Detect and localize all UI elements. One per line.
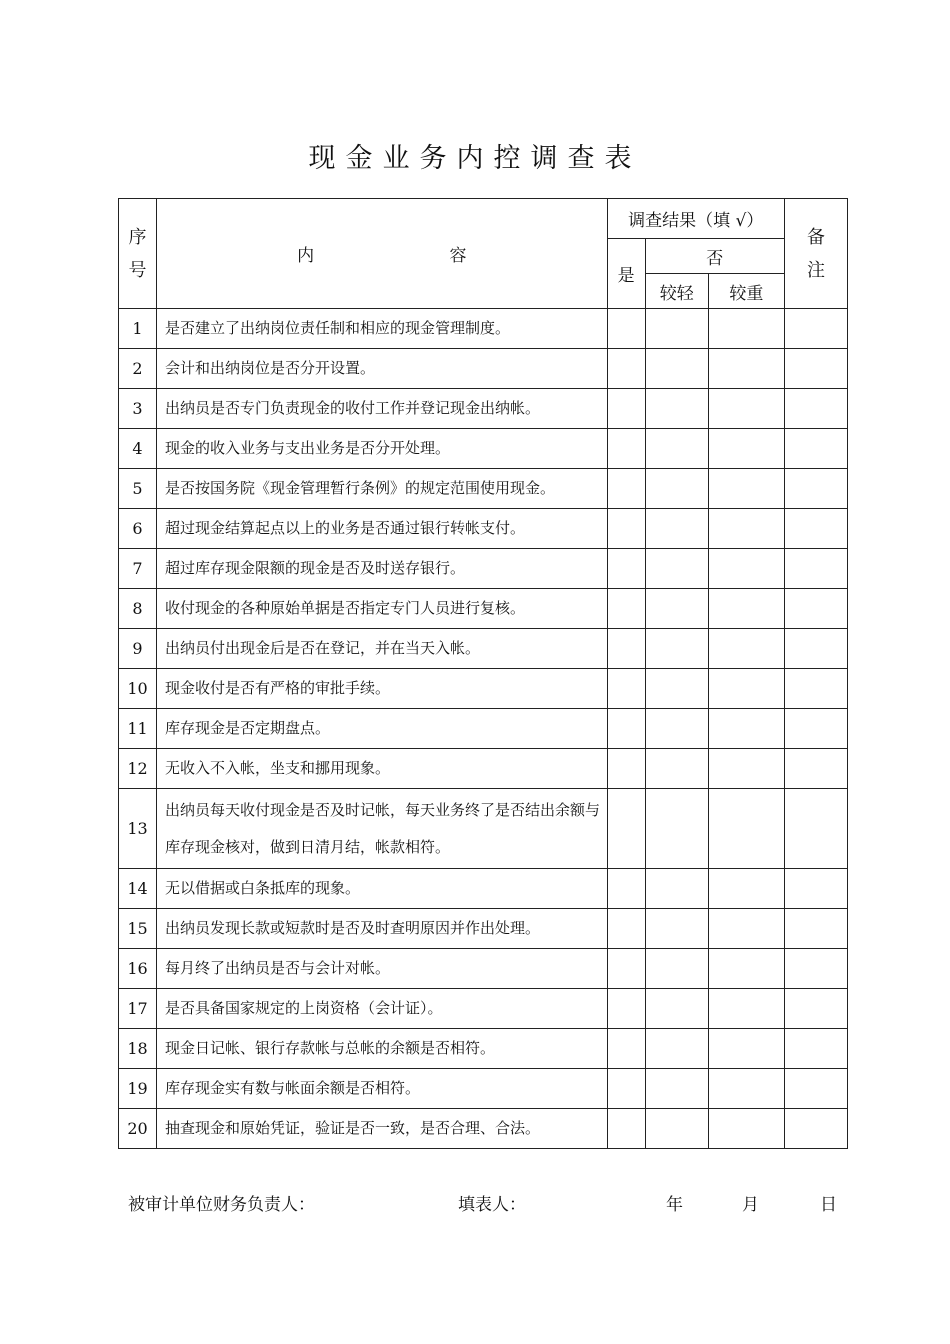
light-cell[interactable]	[645, 949, 708, 989]
light-cell[interactable]	[645, 709, 708, 749]
table-row	[119, 429, 848, 469]
yes-cell[interactable]	[607, 349, 645, 389]
heavy-cell[interactable]	[708, 629, 784, 669]
remark-cell[interactable]	[784, 589, 847, 629]
row-content: 现金日记帐、银行存款帐与总帐的余额是否相符。	[157, 1029, 608, 1069]
row-number: 2	[119, 349, 157, 389]
row-number: 9	[119, 629, 157, 669]
light-cell[interactable]	[645, 1029, 708, 1069]
light-cell[interactable]	[645, 909, 708, 949]
light-cell[interactable]	[645, 789, 708, 869]
light-cell[interactable]	[645, 589, 708, 629]
seq-header-1: 序	[128, 226, 147, 248]
row-content: 库存现金是否定期盘点。	[157, 709, 608, 749]
row-number: 8	[119, 589, 157, 629]
table-row	[119, 669, 848, 709]
row-number: 4	[119, 429, 157, 469]
table-row	[119, 1029, 848, 1069]
remark-cell[interactable]	[784, 309, 847, 349]
row-number: 16	[119, 949, 157, 989]
row-content: 是否按国务院《现金管理暂行条例》的规定范围使用现金。	[157, 469, 608, 509]
remark-header-2: 注	[806, 259, 825, 281]
yes-cell[interactable]	[607, 469, 645, 509]
table-row	[119, 349, 848, 389]
row-content: 超过库存现金限额的现金是否及时送存银行。	[157, 549, 608, 589]
row-content: 是否建立了出纳岗位责任制和相应的现金管理制度。	[157, 309, 608, 349]
row-number: 5	[119, 469, 157, 509]
heavy-cell[interactable]	[708, 549, 784, 589]
light-cell[interactable]	[645, 429, 708, 469]
yes-cell[interactable]	[607, 389, 645, 429]
remark-header	[784, 199, 847, 309]
seq-header-2: 号	[128, 259, 147, 281]
row-content: 出纳员发现长款或短款时是否及时查明原因并作出处理。	[157, 909, 608, 949]
row-content: 收付现金的各种原始单据是否指定专门人员进行复核。	[157, 589, 608, 629]
light-cell[interactable]	[645, 309, 708, 349]
table-row	[119, 469, 848, 509]
table-row	[119, 749, 848, 789]
row-number: 7	[119, 549, 157, 589]
remark-cell[interactable]	[784, 909, 847, 949]
light-cell[interactable]	[645, 669, 708, 709]
yes-cell[interactable]	[607, 509, 645, 549]
yes-cell[interactable]	[607, 589, 645, 629]
filler-label: 填表人：	[458, 1195, 526, 1215]
table-row	[119, 549, 848, 589]
row-content: 无以借据或白条抵库的现象。	[157, 869, 608, 909]
yes-cell[interactable]	[607, 749, 645, 789]
heavy-cell[interactable]	[708, 989, 784, 1029]
remark-cell[interactable]	[784, 709, 847, 749]
remark-cell[interactable]	[784, 669, 847, 709]
row-content: 库存现金实有数与帐面余额是否相符。	[157, 1069, 608, 1109]
yes-cell[interactable]	[607, 709, 645, 749]
row-content: 现金收付是否有严格的审批手续。	[157, 669, 608, 709]
heavy-cell[interactable]	[708, 909, 784, 949]
content-header-1: 内	[297, 246, 315, 266]
yes-cell[interactable]	[607, 1069, 645, 1109]
yes-cell[interactable]	[607, 309, 645, 349]
table-row	[119, 789, 848, 869]
row-content: 超过现金结算起点以上的业务是否通过银行转帐支付。	[157, 509, 608, 549]
table-row	[119, 909, 848, 949]
light-header: 较轻	[645, 274, 708, 309]
row-number: 18	[119, 1029, 157, 1069]
table-row	[119, 589, 848, 629]
result-header: 调查结果（填 √）	[607, 199, 784, 239]
light-cell[interactable]	[645, 1069, 708, 1109]
heavy-cell[interactable]	[708, 1109, 784, 1149]
row-content: 抽查现金和原始凭证，验证是否一致，是否合理、合法。	[157, 1109, 608, 1149]
row-number: 11	[119, 709, 157, 749]
yes-cell[interactable]	[607, 1109, 645, 1149]
month-label: 月	[742, 1195, 759, 1215]
table-row	[119, 509, 848, 549]
heavy-cell[interactable]	[708, 1029, 784, 1069]
remark-cell[interactable]	[784, 869, 847, 909]
yes-cell[interactable]	[607, 1029, 645, 1069]
light-cell[interactable]	[645, 509, 708, 549]
remark-cell[interactable]	[784, 749, 847, 789]
row-content: 出纳员付出现金后是否在登记，并在当天入帐。	[157, 629, 608, 669]
row-number: 6	[119, 509, 157, 549]
survey-table	[118, 198, 848, 1149]
heavy-cell[interactable]	[708, 789, 784, 869]
row-content: 是否具备国家规定的上岗资格（会计证）。	[157, 989, 608, 1029]
page-title: 现金业务内控调查表	[308, 143, 642, 174]
row-number: 17	[119, 989, 157, 1029]
remark-cell[interactable]	[784, 989, 847, 1029]
yes-cell[interactable]	[607, 629, 645, 669]
heavy-cell[interactable]	[708, 429, 784, 469]
remark-cell[interactable]	[784, 389, 847, 429]
row-content: 会计和出纳岗位是否分开设置。	[157, 349, 608, 389]
row-content: 出纳员每天收付现金是否及时记帐，每天业务终了是否结出余额与库存现金核对，做到日清月结，帐款相符。	[157, 789, 608, 869]
yes-cell[interactable]	[607, 669, 645, 709]
heavy-cell[interactable]	[708, 709, 784, 749]
heavy-cell[interactable]	[708, 669, 784, 709]
row-content: 无收入不入帐，坐支和挪用现象。	[157, 749, 608, 789]
table-row	[119, 1069, 848, 1109]
heavy-cell[interactable]	[708, 389, 784, 429]
heavy-cell[interactable]	[708, 349, 784, 389]
remark-cell[interactable]	[784, 469, 847, 509]
light-cell[interactable]	[645, 869, 708, 909]
light-cell[interactable]	[645, 1109, 708, 1149]
heavy-cell[interactable]	[708, 589, 784, 629]
row-number: 19	[119, 1069, 157, 1109]
remark-cell[interactable]	[784, 949, 847, 989]
year-label: 年	[666, 1195, 683, 1215]
heavy-cell[interactable]	[708, 949, 784, 989]
no-header: 否	[645, 239, 784, 274]
yes-cell[interactable]	[607, 789, 645, 869]
yes-cell[interactable]	[607, 429, 645, 469]
remark-cell[interactable]	[784, 1029, 847, 1069]
row-number: 12	[119, 749, 157, 789]
yes-cell[interactable]	[607, 989, 645, 1029]
row-number: 15	[119, 909, 157, 949]
heavy-cell[interactable]	[708, 309, 784, 349]
table-row	[119, 389, 848, 429]
seq-header	[119, 199, 157, 309]
light-cell[interactable]	[645, 549, 708, 589]
remark-cell[interactable]	[784, 429, 847, 469]
heavy-cell[interactable]	[708, 869, 784, 909]
table-row	[119, 989, 848, 1029]
table-row	[119, 1109, 848, 1149]
content-header	[157, 199, 608, 309]
heavy-cell[interactable]	[708, 509, 784, 549]
heavy-cell[interactable]	[708, 1069, 784, 1109]
table-row	[119, 949, 848, 989]
row-number: 1	[119, 309, 157, 349]
yes-cell[interactable]	[607, 549, 645, 589]
finance-head-label: 被审计单位财务负责人：	[128, 1195, 315, 1215]
light-cell[interactable]	[645, 749, 708, 789]
table-row	[119, 709, 848, 749]
yes-cell[interactable]	[607, 869, 645, 909]
remark-cell[interactable]	[784, 629, 847, 669]
light-cell[interactable]	[645, 629, 708, 669]
row-number: 14	[119, 869, 157, 909]
remark-cell[interactable]	[784, 509, 847, 549]
table-row	[119, 629, 848, 669]
row-number: 20	[119, 1109, 157, 1149]
remark-header-1: 备	[806, 226, 825, 248]
row-content: 每月终了出纳员是否与会计对帐。	[157, 949, 608, 989]
table-row	[119, 309, 848, 349]
row-number: 3	[119, 389, 157, 429]
yes-cell[interactable]	[607, 949, 645, 989]
remark-cell[interactable]	[784, 349, 847, 389]
yes-cell[interactable]	[607, 909, 645, 949]
light-cell[interactable]	[645, 349, 708, 389]
row-content: 现金的收入业务与支出业务是否分开处理。	[157, 429, 608, 469]
day-label: 日	[820, 1195, 837, 1215]
heavy-header: 较重	[708, 274, 784, 309]
light-cell[interactable]	[645, 469, 708, 509]
light-cell[interactable]	[645, 389, 708, 429]
remark-cell[interactable]	[784, 789, 847, 869]
content-header-2: 容	[449, 246, 467, 266]
row-number: 13	[119, 789, 157, 869]
remark-cell[interactable]	[784, 1069, 847, 1109]
row-content: 出纳员是否专门负责现金的收付工作并登记现金出纳帐。	[157, 389, 608, 429]
remark-cell[interactable]	[784, 1109, 847, 1149]
yes-header: 是	[607, 239, 645, 309]
row-number: 10	[119, 669, 157, 709]
heavy-cell[interactable]	[708, 469, 784, 509]
heavy-cell[interactable]	[708, 749, 784, 789]
light-cell[interactable]	[645, 989, 708, 1029]
remark-cell[interactable]	[784, 549, 847, 589]
table-row	[119, 869, 848, 909]
